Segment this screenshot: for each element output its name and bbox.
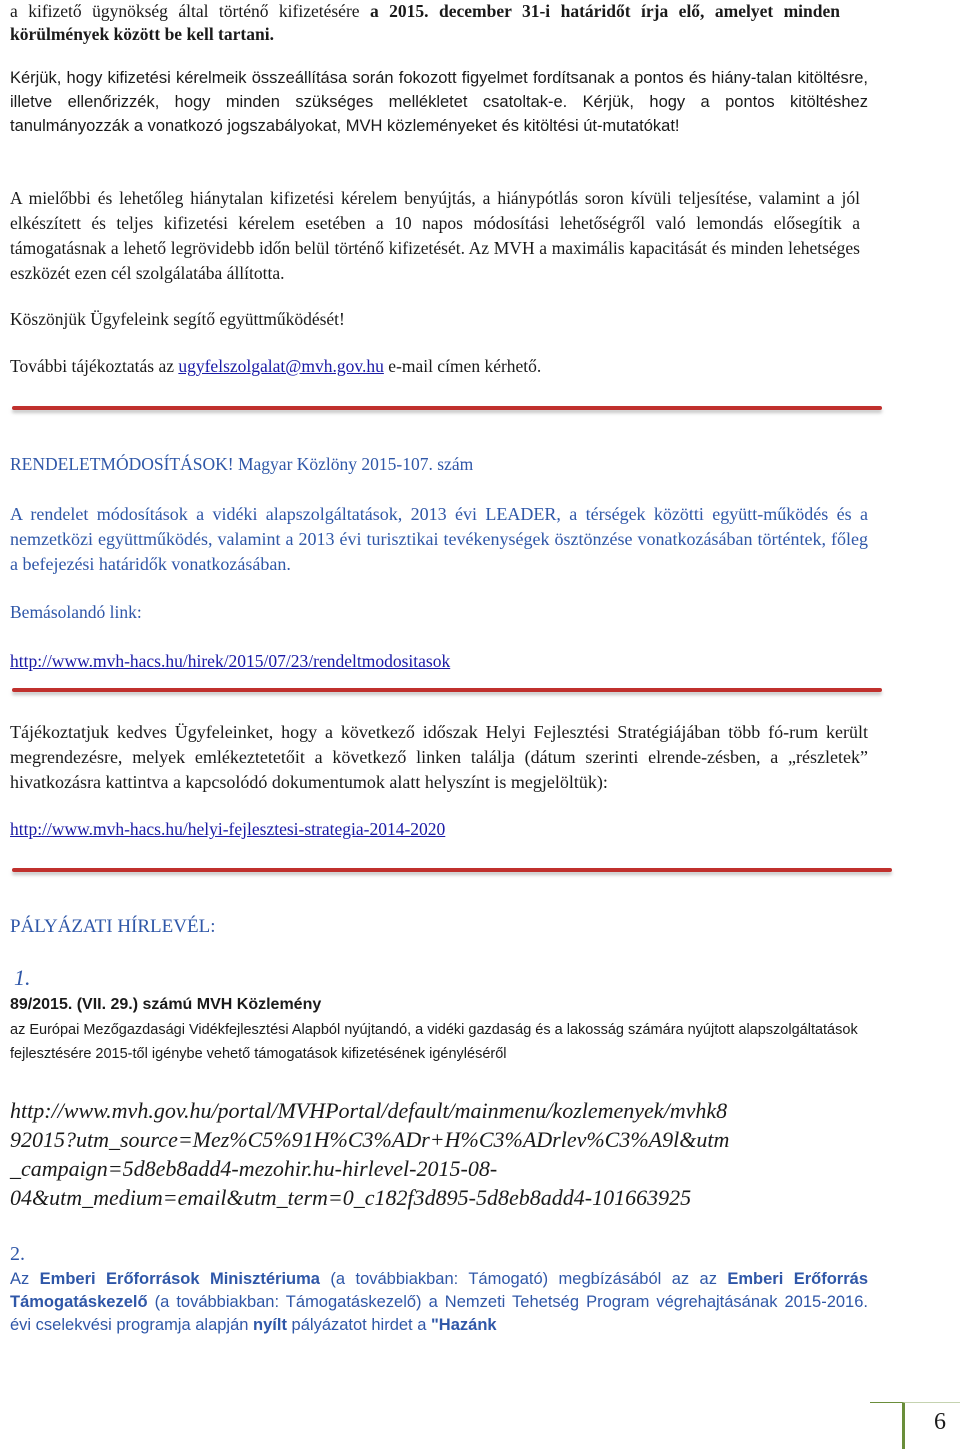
rendelet-link-row	[10, 650, 450, 673]
section-divider	[12, 688, 882, 692]
email-link[interactable]: ugyfelszolgalat@mvh.gov.hu	[178, 356, 384, 376]
item2-g: pályázatot hirdet a	[286, 1316, 431, 1334]
item1-number: 1.	[14, 965, 31, 990]
rendelet-link-label: Bemásolandó link:	[10, 602, 142, 622]
item1-link-line[interactable]: http://www.mvh.gov.hu/portal/MVHPortal/default/mainmenu/kozlemenyek/mvhk8	[10, 1098, 728, 1123]
rendelet-body: A rendelet módosítások a vidéki alapszolgáltatások, 2013 évi LEADER, a térségek közötti együtt-működés és a nemzetközi együttműködés, valamint a 2013 évi turisztikai tevékenységek ösztönzése vonatkozásában történtek, főleg a befejezési határidők vonatkozásában.	[10, 504, 868, 574]
hirlevel-heading: PÁLYÁZATI HÍRLEVÉL:	[10, 916, 216, 937]
item2-f: nyílt	[253, 1316, 287, 1334]
paragraph-instructions	[10, 66, 868, 138]
page-number-box	[902, 1402, 960, 1449]
instructions-text: Kérjük, hogy kifizetési kérelmeik összeállítása során fokozott figyelmet fordítsanak a pontos és hiány-talan kitöltésre, illetve ellenőrizzék, hogy minden szükséges mellékletet csatoltak-e.	[10, 69, 868, 111]
item1-link-block[interactable]	[10, 1096, 870, 1212]
strategia-link-row	[10, 818, 445, 841]
rendelet-heading: RENDELETMÓDOSÍTÁSOK! Magyar Közlöny 2015-107. szám	[10, 454, 474, 474]
paragraph-deadline	[10, 0, 840, 46]
item2-a: Az	[10, 1270, 40, 1288]
item2-body	[10, 1268, 868, 1337]
item2-h: "Hazánk	[430, 1316, 497, 1334]
section-divider	[12, 406, 882, 410]
item1-link-line[interactable]: 92015?utm_source=Mez%C5%91H%C3%ADr+H%C3%ADrlev%C3%A9l&utm	[10, 1127, 730, 1152]
rendelet-link[interactable]: http://www.mvh-hacs.hu/hirek/2015/07/23/rendeltmodositasok	[10, 651, 451, 671]
item2-c: (a továbbiakban: Támogató) megbízásából az az	[320, 1270, 728, 1288]
item1-link-line[interactable]: _campaign=5d8eb8add4-mezohir.hu-hirlevel-2015-08-	[10, 1156, 498, 1181]
instructions-text-2: Kérjük, hogy a pontos kitöltéshez tanulmányozzák a vonatkozó jogszabályokat, MVH közleményeket és kitöltési út-mutatókat!	[10, 93, 868, 135]
deadline-text: a kifizető ügynökség által történő kifizetésére	[10, 1, 370, 21]
item1-body: az Európai Mezőgazdasági Vidékfejlesztési Alapból nyújtandó, a vidéki gazdaság és a lakosság számára nyújtott alapszolgáltatások fejlesztésére 2015-től igénybe vehető támogatások kifizetésének igényléséről	[10, 1022, 858, 1062]
contact-text: További tájékoztatás az	[10, 356, 179, 376]
item2-e: (a továbbiakban: Támogatáskezelő) a Nemzeti Tehetség Program végrehajtásának 2015-2016. évi cselekvési programja alapján	[10, 1293, 868, 1334]
contact-text-2: e-mail címen kérhető.	[383, 356, 542, 376]
paragraph-contact	[10, 355, 541, 378]
item1-title	[10, 993, 321, 1016]
strategia-body: Tájékoztatjuk kedves Ügyfeleinket, hogy a következő időszak Helyi Fejlesztési Stratégiájában több fó-rum került megrendezésre, melyek emlékeztetetőit a következő linken találja (dátum szerinti elrende-zésben, a „részletek” hivatkozásra kattintva a kapcsolódó dokumentumok alatt helyszínt is megjelöltük):	[10, 722, 868, 792]
strategia-link[interactable]: http://www.mvh-hacs.hu/helyi-fejlesztesi-strategia-2014-2020	[10, 819, 446, 839]
section-divider	[12, 868, 892, 872]
item1-title-b: ) számú MVH Közlemény	[132, 996, 322, 1013]
paragraph-thanks: Köszönjük Ügyfeleink segítő együttműködését!	[10, 309, 345, 329]
paragraph-submission: A mielőbbi és lehetőleg hiánytalan kifizetési kérelem benyújtás, a hiánypótlás soron kívüli teljesítése, valamint a jól elkészített és teljes kifizetési kérelem esetében a 10 napos módosítási lehetőségről való lemondás elősegítik a támogatásnak a lehető legrövidebb időn belül történő kifizetését. Az MVH a maximális kapacitását és minden lehetséges eszközét ezen cél szolgálatába állította.	[10, 188, 860, 283]
item1-link-line[interactable]: 04&utm_medium=email&utm_term=0_c182f3d895-5d8eb8add4-101663925	[10, 1185, 692, 1210]
page-number: 6	[934, 1409, 946, 1435]
deadline-bold: a 2015. december 31-i határidőt írja elő, amelyet minden körülmények között be kell tartani.	[10, 1, 841, 44]
item2-b: Emberi Erőforrások Minisztériuma	[39, 1270, 320, 1288]
item2-d: Emberi Erőforrás Támogatáskezelő	[10, 1270, 868, 1311]
item1-title-a: 89/2015. (VII. 29.	[10, 996, 133, 1013]
item2-number: 2.	[10, 1243, 25, 1265]
